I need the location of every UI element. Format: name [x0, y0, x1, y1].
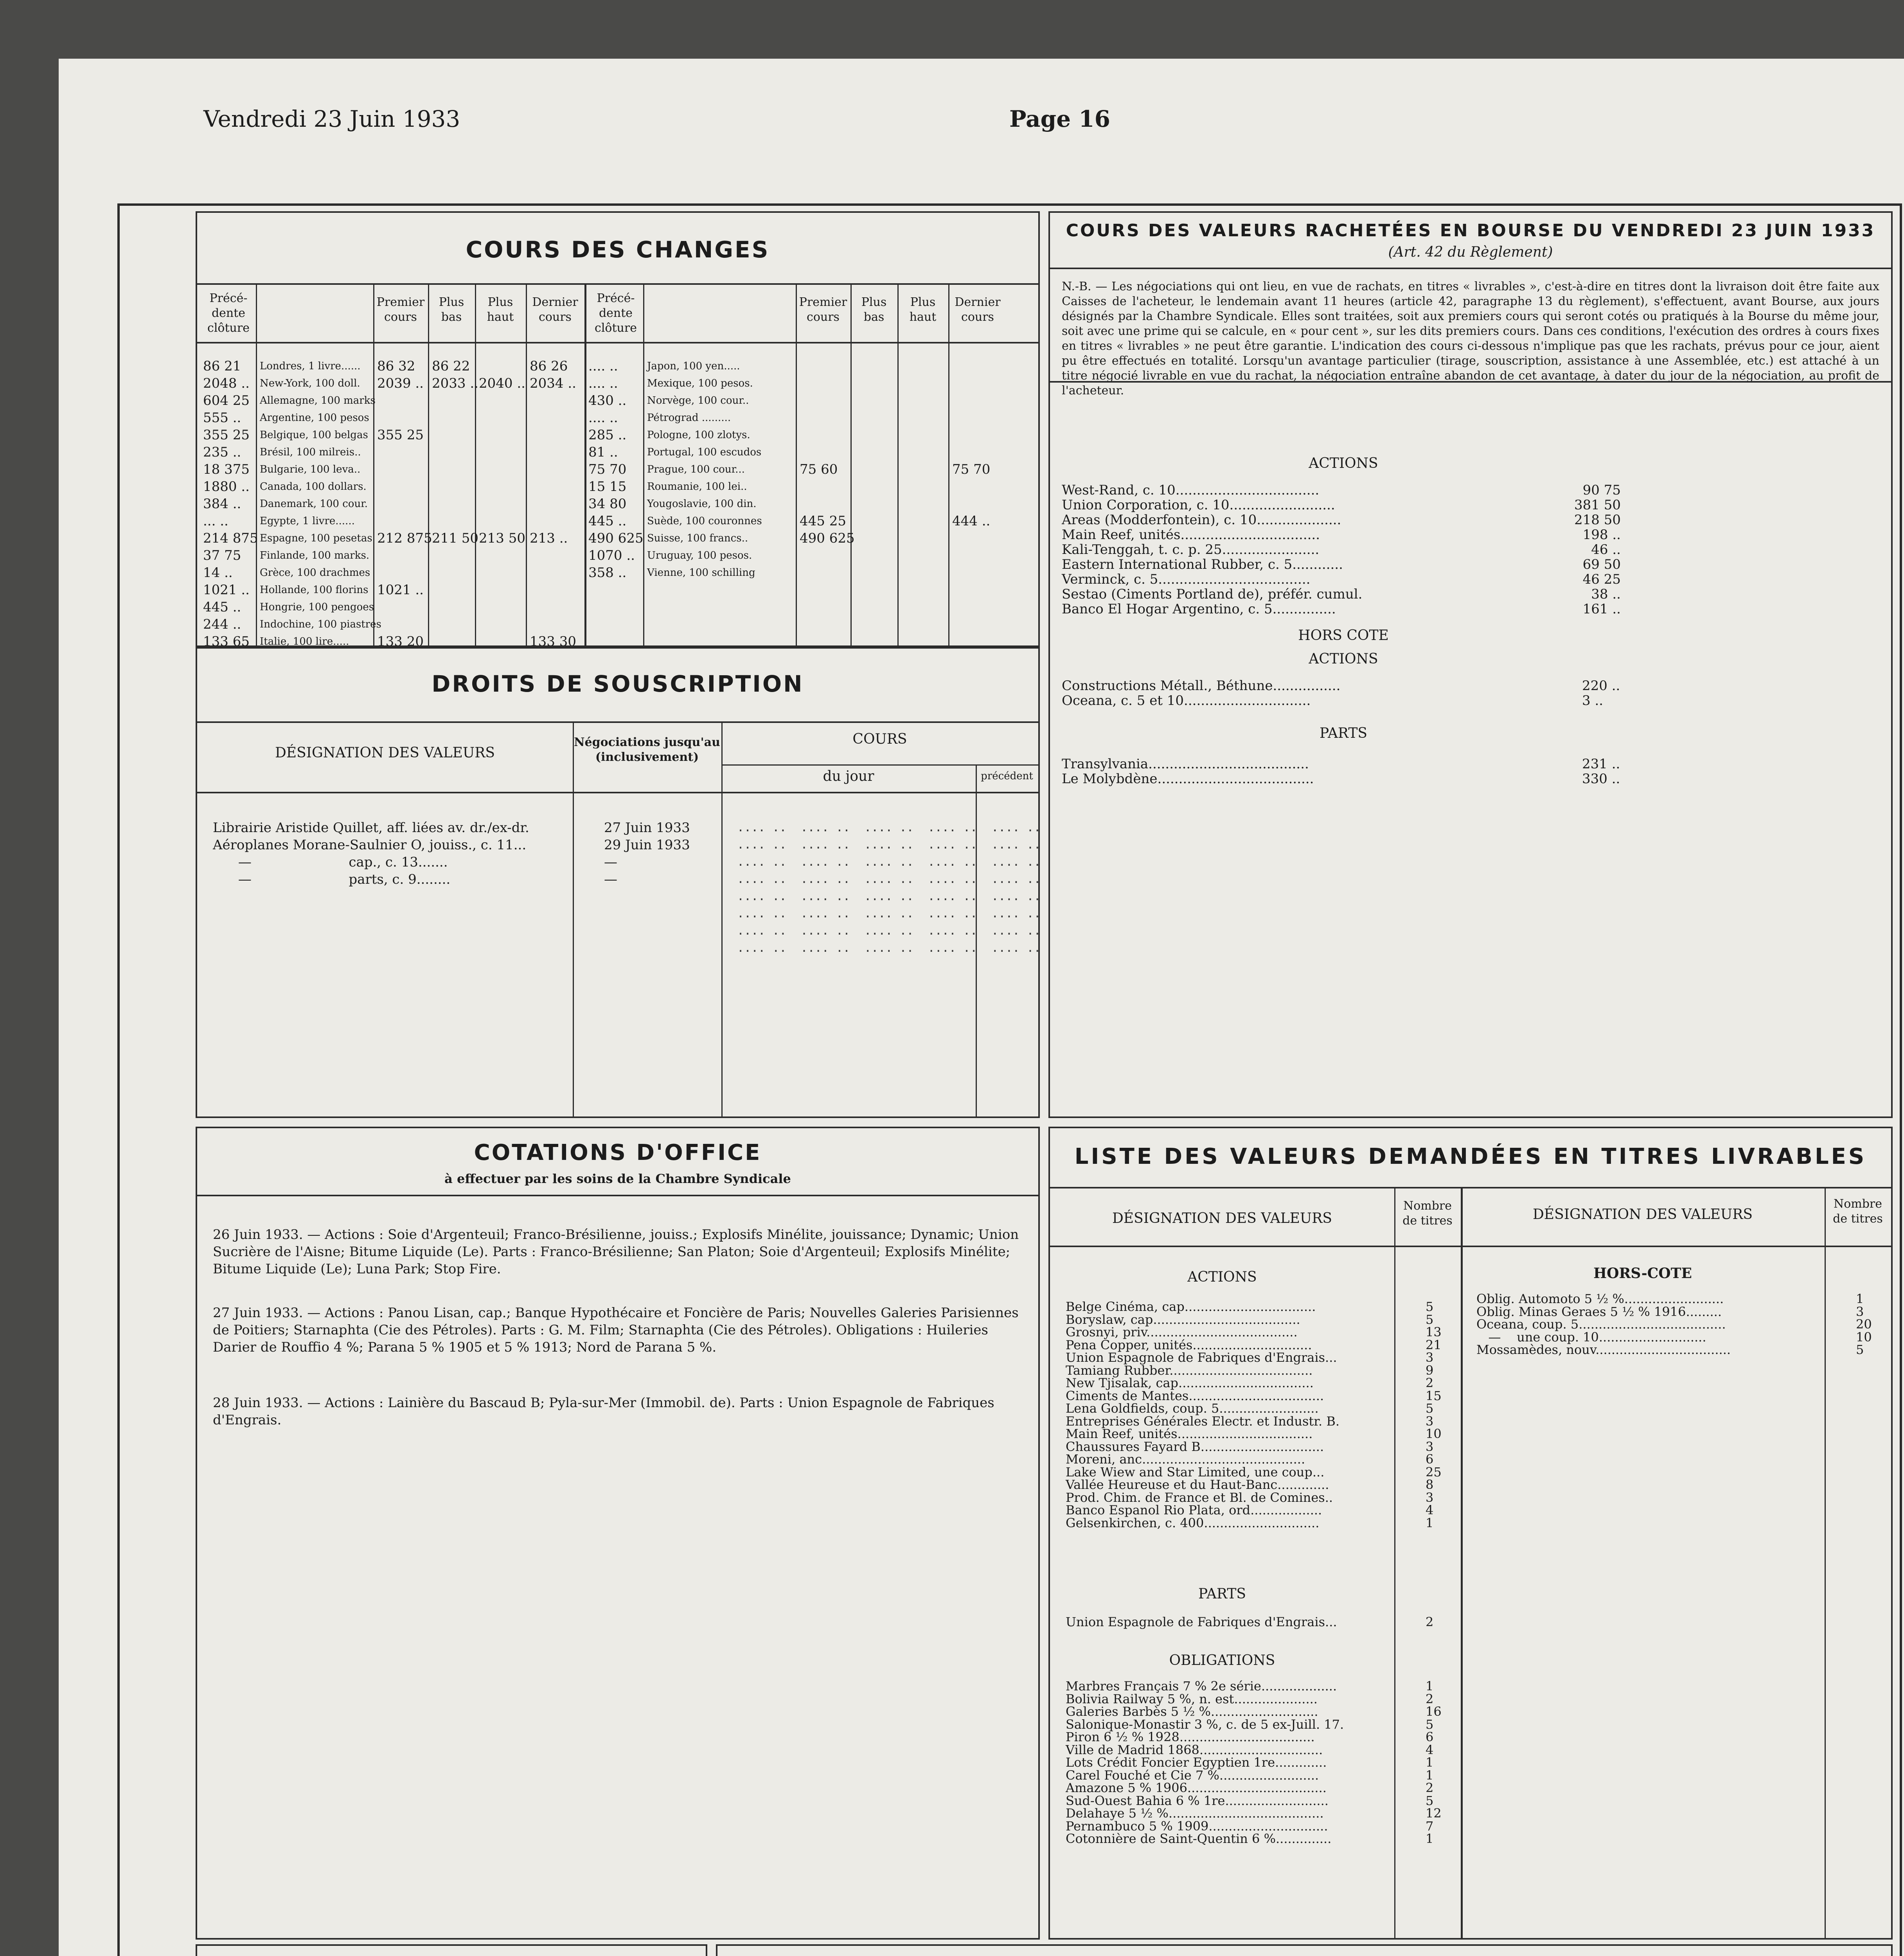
rachetees-hc-actions-title: ACTIONS: [1309, 651, 1378, 667]
changes-left-prec: 86 21 2048 .. 604 25 555 .. 355 25 235 .. 18 375 1880 .. 384 .. ... .. 214 875 37 75 14 .. 1021 .. 445 .. 244 .. 133 65: [203, 358, 258, 649]
changes-left-bas: 86 22 2033 .. 211 50: [432, 358, 478, 546]
souscription-section: [196, 645, 1040, 1118]
page-date: Vendredi 23 Juin 1933: [203, 106, 460, 132]
cotations-title: COTATIONS D'OFFICE: [474, 1140, 762, 1165]
livrables-section: [1048, 1127, 1893, 1940]
changes-col-dernier-left: Dernier cours: [532, 295, 578, 324]
rachetees-hc-actions: Constructions Métall., Béthune................ Oceana, c. 5 et 10..............................: [1062, 678, 1341, 708]
souscription-col-designation: DÉSIGNATION DES VALEURS: [275, 745, 495, 761]
changes-col-haut-right: Plus haut: [909, 295, 937, 324]
rachetees-hc-actions-prices: 220 .. 3 ..: [1582, 678, 1620, 708]
livrables-col-nombre-left: Nombre de titres: [1402, 1199, 1453, 1228]
souscription-col-precedent: précédent: [981, 770, 1033, 782]
changes-col-prec-left: Précé- dente clôture: [207, 291, 250, 335]
rachetees-actions: West-Rand, c. 10.................................. Union Corporation, c. 10......................... Areas (Modderfontein), c. 10.................... Main Reef, unités................................. Kali-Tenggah, t. c. p. 25....................... Eastern International Rubber, c. 5............ Verminck, c. 5.................................... Sestao (Ciments Portland de), préfér. cumul. Banco El Hogar Argentino, c. 5...............: [1062, 482, 1363, 617]
souscription-title: DROITS DE SOUSCRIPTION: [432, 671, 804, 697]
changes-right-dernier: 75 70 444 ..: [952, 462, 991, 529]
offertes-section: [716, 1944, 1893, 1956]
changes-right-prec: .... .. .... .. 430 .. .... .. 285 .. 81 .. 75 70 15 15 34 80 445 .. 490 625 1070 .. 358 ..: [588, 358, 644, 581]
changes-left-haut: 2040 .. 213 50: [479, 376, 525, 546]
livrables-actions: Belge Cinéma, cap................................. Boryslaw, cap..................................... Grosnyi, priv...................................... Pena Copper, unités.............................. Union Espagnole de Fabriques d'Engrais... Tamiang Rubber.................................... New Tjisalak, cap.................................. Ciments de Mantes.................................. Lena Goldfields, coup. 5......................... Entreprises Générales Electr. et Industr. B. Main Reef, unités.................................. Chaussures Fayard B............................... Moreni, anc......................................... Lake Wiew and Star Limited, une coup... Vallée Heureuse et du Haut-Banc............. Prod. Chim. de France et Bl. de Comines.. Banco Espanol Rio Plata, ord.................. Gelsenkirchen, c. 400.............................: [1066, 1299, 1340, 1530]
rachetees-section: [1048, 211, 1893, 1118]
cotations-p1: 26 Juin 1933. — Actions : Soie d'Argenteuil; Franco-Brésilienne, jouiss.; Explosifs Minélite, jouissance; Dynamic; Union Sucrière de l'Aisne; Bitume Liquide (Le). Parts : Franco-Brésilienne; San Platon; Soie d'Argenteuil; Explosifs Minélite; Bitume Liquide (Le); Luna Park; Stop Fire.: [213, 1227, 1019, 1277]
cotations-section: [196, 1127, 1040, 1940]
livrables-actions-title: ACTIONS: [1187, 1269, 1257, 1285]
changes-col-premier-right: Premier cours: [799, 295, 847, 324]
souscription-col-cours: COURS: [852, 731, 907, 747]
livrables-parts-title: PARTS: [1198, 1586, 1246, 1602]
livrables-col-nombre-right: Nombre de titres: [1833, 1197, 1883, 1226]
changes-col-dernier-right: Dernier cours: [955, 295, 1001, 324]
changes-title: COURS DES CHANGES: [466, 236, 770, 263]
livrables-parts-n: 2: [1426, 1614, 1434, 1629]
changes-left-labels: Londres, 1 livre...... New-York, 100 doll. Allemagne, 100 marks Argentine, 100 pesos Belgique, 100 belgas Brésil, 100 milreis.. Bulgarie, 100 leva.. Canada, 100 dollars. Danemark, 100 cour. Egypte, 1 livre...... Espagne, 100 pesetas Finlande, 100 marks. Grèce, 100 drachmes Hollande, 100 florins Hongrie, 100 pengoes Indochine, 100 piastres Italie, 100 lire.....: [260, 360, 381, 647]
livrables-title: LISTE DES VALEURS DEMANDÉES EN TITRES LIVRABLES: [1074, 1144, 1867, 1169]
rachetees-note: N.-B. — Les négociations qui ont lieu, en vue de rachats, en titres « livrables », c'est-à-dire en titres dont la livraison doit être faite aux Caisses de l'acheteur, le lendemain avant 11 heures (article 42, paragraphe 13 du règlement), s'effectuent, avant Bourse, aux jours désignés par la Chambre Syndicale. Elles sont traitées, soit aux premiers cours qui seront cotés ou pratiqués à la Bourse du même jour, soit avec une prime qui se calcule, en « pour cent », sur les dits premiers cours. Dans ces conditions, l'exécution des ordres à cours fixes en titres « livrables » ne peut être garantie. L'indication des cours ci-dessous n'implique pas que les rachats, prévus pour ce jour, aient pu être effectués en totalité. Lorsqu'un avantage particulier (tirage, souscription, assistance à une Assemblée, etc.) est attaché à un titre négocié livrable en vue du rachat, la négociation entraîne abandon de cet avantage, à dater du jour de la négociation, au profit de l'acheteur.: [1062, 280, 1879, 397]
cotations-p3: 28 Juin 1933. — Actions : Lainière du Bascaud B; Pyla-sur-Mer (Immobil. de). Parts : Union Espagnole de Fabriques d'Engrais.: [213, 1395, 994, 1428]
rachetees-subtitle: (Art. 42 du Règlement): [1388, 244, 1553, 260]
changes-col-bas-left: Plus bas: [439, 295, 464, 324]
page-number: Page 16: [1009, 106, 1110, 132]
livrables-hc-n: 1 3 20 10 5: [1856, 1291, 1872, 1357]
changes-section: [196, 211, 1040, 649]
changes-col-premier-left: Premier cours: [376, 295, 425, 324]
souscription-col-du-jour: du jour: [823, 768, 874, 784]
rachetees-hors-cote: HORS COTE: [1298, 627, 1389, 644]
changes-col-haut-left: Plus haut: [487, 295, 514, 324]
livrables-parts: Union Espagnole de Fabriques d'Engrais...: [1066, 1614, 1337, 1629]
rachetees-parts: Transylvania...................................... Le Molybdène.....................................: [1062, 756, 1314, 787]
changes-col-prec-right: Précé- dente clôture: [595, 291, 637, 335]
livrables-hc-title: HORS-COTE: [1593, 1265, 1692, 1282]
livrables-col-designation-left: DÉSIGNATION DES VALEURS: [1112, 1210, 1332, 1226]
rachetees-parts-prices: 231 .. 330 ..: [1582, 756, 1620, 787]
changes-left-premier: 86 32 2039 .. 355 25 212 875 1021 .. 133 20: [377, 358, 432, 649]
livrables-hc: Oblig. Automoto 5 ½ %......................... Oblig. Minas Geraes 5 ½ % 1916......... Oceana, coup. 5..................................... — une coup. 10........................... Mossamèdes, nouv..................................: [1476, 1291, 1731, 1357]
changes-left-dernier: 86 26 2034 .. 213 .. 133 30: [530, 358, 576, 649]
souscription-dates: 27 Juin 1933 29 Juin 1933 — —: [604, 820, 690, 887]
changes-right-premier: 75 60 445 25 490 625: [800, 462, 855, 546]
livrables-oblig: Marbres Français 7 % 2e série................... Bolivia Railway 5 %, n. est..................... Galeries Barbès 5 ½ %........................... Salonique-Monastir 3 %, c. de 5 ex-Juill. 17. Piron 6 ½ % 1928.................................. Ville de Madrid 1868............................... Lots Crédit Foncier Egyptien 1re............. Carel Fouché et Cie 7 %......................... Amazone 5 % 1906................................... Sud-Ouest Bahia 6 % 1re.......................... Delahaye 5 ½ %....................................... Pernambuco 5 % 1909.............................. Cotonnière de Saint-Quentin 6 %..............: [1066, 1679, 1344, 1846]
changes-col-bas-right: Plus bas: [861, 295, 887, 324]
livrables-oblig-n: 1 2 16 5 6 4 1 1 2 5 12 7 1: [1426, 1679, 1442, 1846]
livrables-actions-n: 5 5 13 21 3 9 2 15 5 3 10 3 6 25 8 3 4 1: [1426, 1299, 1442, 1530]
rappels-section: [196, 1944, 707, 1956]
changes-right-labels: Japon, 100 yen..... Mexique, 100 pesos. Norvège, 100 cour.. Pétrograd ......... Pologne, 100 zlotys. Portugal, 100 escudos Prague, 100 cour... Roumanie, 100 lei.. Yougoslavie, 100 din. Suède, 100 couronnes Suisse, 100 francs.. Uruguay, 100 pesos. Vienne, 100 schilling: [647, 360, 762, 579]
souscription-col-negociations: Négociations jusqu'au (inclusivement): [574, 735, 720, 764]
livrables-oblig-title: OBLIGATIONS: [1169, 1652, 1275, 1668]
livrables-col-designation-right: DÉSIGNATION DES VALEURS: [1532, 1206, 1753, 1222]
rachetees-actions-prices: 90 75 381 50 218 50 198 .. 46 .. 69 50 46 25 38 .. 161 ..: [1574, 482, 1621, 617]
rachetees-title: COURS DES VALEURS RACHETÉES EN BOURSE DU VENDREDI 23 JUIN 1933: [1066, 221, 1875, 241]
cotations-subtitle: à effectuer par les soins de la Chambre Syndicale: [444, 1171, 791, 1186]
rachetees-parts-title: PARTS: [1319, 725, 1368, 741]
rachetees-actions-title: ACTIONS: [1309, 455, 1378, 471]
cotations-p2: 27 Juin 1933. — Actions : Panou Lisan, cap.; Banque Hypothécaire et Foncière de Paris; Nouvelles Galeries Parisiennes de Poitiers; Starnaphta (Cie des Pétroles). Parts : G. M. Film; Starnaphta (Cie des Pétroles). Obligations : Huileries Darier de Rouffio 4 %; Parana 5 % 1905 et 5 % 1913; Nord de Parana 5 %.: [213, 1305, 1019, 1355]
souscription-empty-cells: .... .. .... .. .... .. .... .. .... .. .... .. .... .. .... .. .... .. .... .. .... .. .... .. .... .. .... .. .... .. .... .. .... .. .... .. .... .. .... .. .... .. .... .. .... .. .... .. .... .. .... .. .... .. .... .. .... .. .... .. .... .. .... .. .... .. .... .. .... .. .... .. .... .. .... .. .... .. .... ..: [737, 821, 1041, 955]
souscription-rows: Librairie Aristide Quillet, aff. liées av. dr./ex-dr. Aéroplanes Morane-Saulnier O, jouiss., c. 11... — cap., c. 13....... — parts, c. 9........: [213, 820, 529, 887]
